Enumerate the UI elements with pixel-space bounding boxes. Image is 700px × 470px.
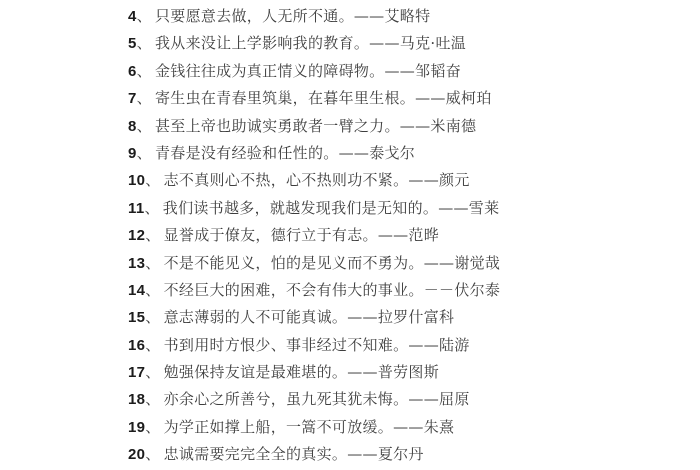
quote-author: 马克·吐温	[399, 34, 467, 53]
quote-author: 普劳图斯	[377, 363, 440, 382]
quote-text: 甚至上帝也助诚实勇敢者一臂之力。	[154, 116, 400, 135]
quote-text: 不经巨大的困难，不会有伟大的事业。	[163, 280, 424, 299]
quote-number: 16	[128, 336, 146, 354]
list-item	[128, 113, 500, 140]
enumeration-mark: 、	[136, 116, 152, 135]
list-item	[128, 30, 500, 57]
quote-text: 不是不能见义，怕的是见义而不勇为。	[163, 253, 424, 272]
quote-author: 夏尔丹	[377, 445, 424, 464]
enumeration-mark: 、	[136, 34, 152, 53]
enumeration-mark: 、	[136, 89, 152, 108]
attribution-dash: ——	[347, 308, 378, 327]
list-item	[128, 304, 500, 331]
enumeration-mark: 、	[145, 417, 161, 436]
attribution-dash: ——	[393, 417, 424, 436]
quote-number: 13	[128, 254, 146, 272]
enumeration-mark: 、	[136, 7, 152, 25]
quote-author: 陆游	[439, 335, 470, 354]
quote-number: 12	[128, 227, 146, 245]
quote-text: 意志薄弱的人不可能真诚。	[163, 308, 348, 327]
quote-number: 10	[128, 172, 146, 190]
quote-number: 14	[128, 281, 146, 299]
quote-author: 米南德	[430, 116, 477, 135]
attribution-dash: ——	[438, 198, 469, 217]
enumeration-mark: 、	[145, 226, 161, 245]
quote-text: 青春是没有经验和任性的。	[154, 143, 339, 162]
attribution-dash: ——	[423, 253, 455, 272]
enumeration-mark: 、	[145, 363, 161, 382]
quote-text: 我从来没让上学影响我的教育。	[154, 34, 370, 53]
quote-text: 寄生虫在青春里筑巢，在暮年里生根。	[154, 89, 416, 108]
attribution-dash: ——	[347, 445, 378, 464]
quote-number: 7	[128, 90, 137, 108]
enumeration-mark: 、	[145, 280, 161, 299]
list-item	[128, 414, 500, 441]
quote-number: 18	[128, 391, 146, 409]
list-item	[128, 85, 500, 112]
attribution-dash: ——	[377, 226, 409, 245]
quote-text: 亦余心之所善兮，虽九死其犹未悔。	[163, 390, 409, 409]
quote-author: 雪莱	[468, 198, 500, 217]
quote-number: 8	[128, 117, 137, 135]
quote-author: 范晔	[408, 226, 440, 245]
list-item	[128, 359, 500, 386]
quote-text: 勉强保持友谊是最难堪的。	[163, 363, 348, 382]
list-item	[128, 140, 500, 167]
quote-author: 泰戈尔	[369, 143, 416, 162]
quote-number: 6	[128, 62, 137, 80]
quote-text: 我们读书越多，就越发现我们是无知的。	[162, 198, 439, 217]
enumeration-mark: 、	[145, 335, 161, 354]
quote-number: 4	[128, 8, 137, 25]
enumeration-mark: 、	[136, 143, 152, 162]
enumeration-mark: 、	[136, 61, 152, 80]
attribution-dash: ——	[338, 143, 370, 162]
quote-text: 显誉成于僚友，德行立于有志。	[163, 226, 378, 245]
attribution-dash: ——	[369, 34, 400, 53]
list-item	[128, 195, 500, 222]
quote-text: 志不真则心不热，心不热则功不紧。	[163, 171, 409, 190]
quote-number: 19	[128, 418, 146, 436]
quote-author: 威柯珀	[445, 89, 492, 108]
quote-author: 颜元	[439, 171, 470, 190]
attribution-dash: ——	[353, 7, 385, 25]
quote-author: 拉罗什富科	[377, 308, 455, 327]
quote-text: 只要愿意去做，人无所不通。	[154, 7, 354, 25]
attribution-dash: ——	[415, 89, 446, 108]
list-item	[128, 277, 500, 304]
list-item	[128, 250, 500, 277]
quote-number: 15	[128, 309, 146, 327]
quote-number: 5	[128, 35, 137, 53]
list-item	[128, 167, 500, 194]
list-item	[128, 441, 500, 468]
enumeration-mark: 、	[145, 390, 161, 409]
quote-number: 17	[128, 364, 146, 382]
quote-author: 艾略特	[384, 7, 431, 25]
quote-text: 书到用时方恨少、事非经过不知难。	[163, 335, 409, 354]
quote-author: 邹韬奋	[415, 61, 461, 80]
list-item	[128, 3, 500, 30]
list-item	[128, 386, 500, 413]
attribution-dash: ——	[347, 363, 378, 382]
enumeration-mark: 、	[144, 198, 160, 217]
enumeration-mark: 、	[145, 253, 161, 272]
quote-author: 朱熹	[423, 417, 455, 436]
quote-number: 20	[128, 446, 146, 464]
attribution-dash: ——	[408, 335, 440, 354]
quote-author: 谢觉哉	[454, 253, 501, 272]
list-item	[128, 58, 500, 85]
enumeration-mark: 、	[145, 308, 161, 327]
enumeration-mark: 、	[145, 445, 161, 464]
attribution-dash: －－	[423, 280, 455, 299]
quote-author: 伏尔泰	[454, 280, 501, 299]
quote-list	[128, 3, 500, 469]
quote-text: 金钱往往成为真正情义的障碍物。	[154, 61, 385, 80]
quote-number: 9	[128, 144, 137, 162]
quote-author: 屈原	[439, 390, 470, 409]
attribution-dash: ——	[408, 171, 440, 190]
list-item	[128, 222, 500, 249]
quote-number: 11	[128, 199, 145, 217]
list-item	[128, 332, 500, 359]
enumeration-mark: 、	[145, 171, 161, 190]
attribution-dash: ——	[384, 61, 416, 80]
attribution-dash: ——	[399, 116, 431, 135]
quote-text: 忠诚需要完完全全的真实。	[163, 445, 348, 464]
attribution-dash: ——	[408, 390, 440, 409]
quote-text: 为学正如撑上船，一篙不可放缓。	[163, 417, 394, 436]
